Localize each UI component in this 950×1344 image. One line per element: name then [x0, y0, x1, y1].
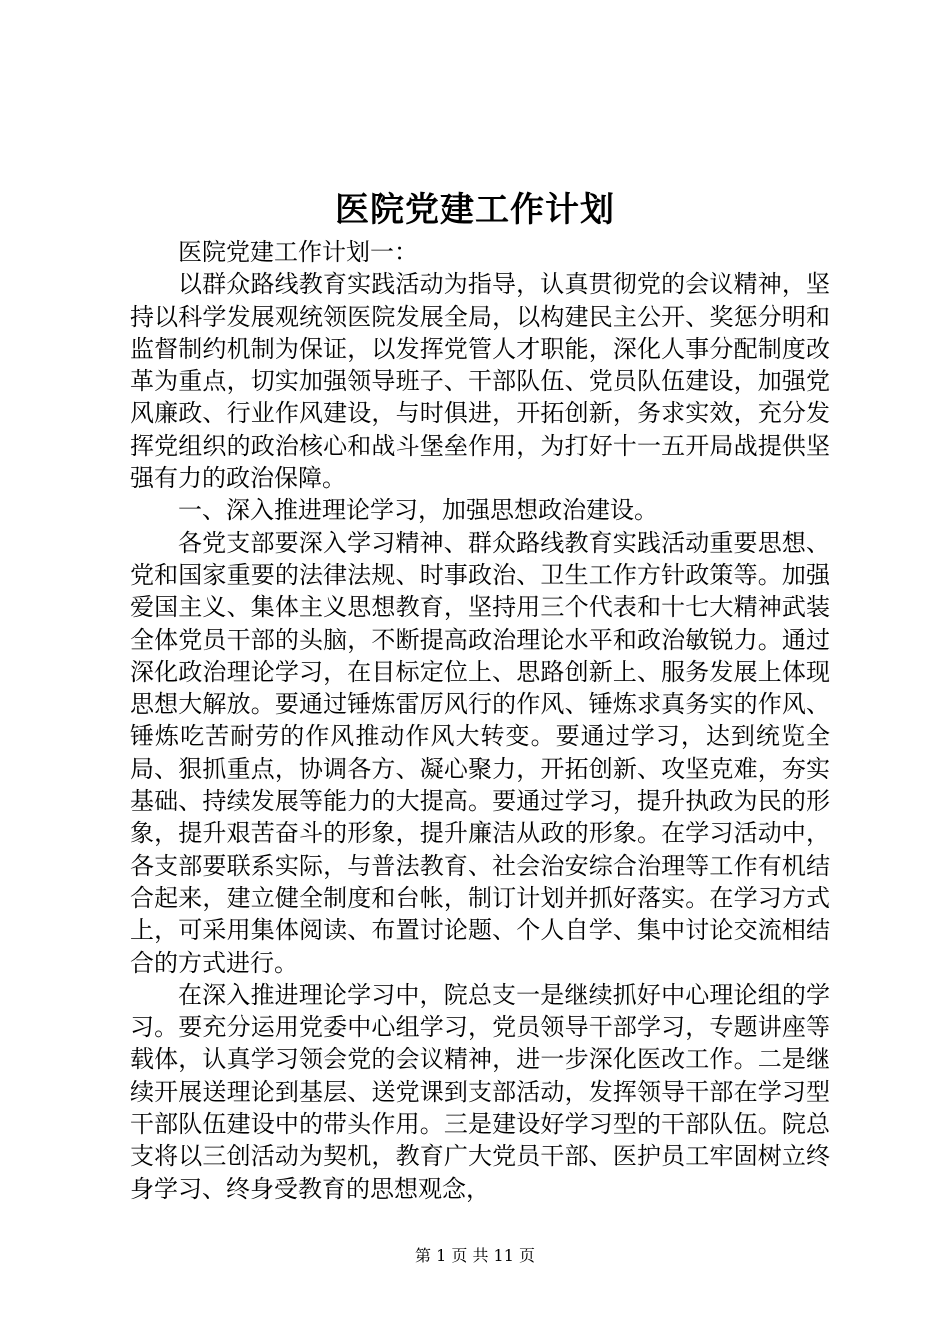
section-heading-theory-study: 一、深入推进理论学习，加强思想政治建设。 [178, 496, 658, 525]
paragraph-guiding-principle: 以群众路线教育实践活动为指导，认真贯彻党的会议精神，坚持以科学发展观统领医院发展全局，以构建民主公开、奖惩分明和监督制约机制为保证，以发挥党管人才职能，深化人事分配制度改革为重点，切实加强领导班子、干部队伍、党员队伍建设，加强党风廉政、行业作风建设，与时俱进，开拓创新，务求实效，充分发挥党组织的政治核心和战斗堡垒作用，为打好十一五开局战提供坚强有力的政治保障。 [130, 270, 830, 493]
document-title: 医院党建工作计划 [335, 190, 615, 230]
document-body [130, 236, 830, 1205]
section-heading-intro: 医院党建工作计划一： [178, 238, 418, 266]
page-footer: 第 1 页 共 11 页 [415, 1246, 535, 1265]
paragraph-branch-study: 各党支部要深入学习精神、群众路线教育实践活动重要思想、党和国家重要的法律法规、时事政治、卫生工作方针政策等。加强爱国主义、集体主义思想教育，坚持用三个代表和十七大精神武装全体党员干部的头脑，不断提高政治理论水平和政治敏锐力。通过深化政治理论学习，在目标定位上、思路创新上、服务发展上体现思想大解放。要通过锤炼雷厉风行的作风、锤炼求真务实的作风、锤炼吃苦耐劳的作风推动作风大转变。要通过学习，达到统览全局、狠抓重点，协调各方、凝心聚力，开拓创新、攻坚克难，夯实基础、持续发展等能力的大提高。要通过学习，提升执政为民的形象，提升艰苦奋斗的形象，提升廉洁从政的形象。在学习活动中，各支部要联系实际，与普法教育、社会治安综合治理等工作有机结合起来，建立健全制度和台帐，制订计划并抓好落实。在学习方式上，可采用集体阅读、布置讨论题、个人自学、集中讨论交流相结合的方式进行。 [130, 528, 830, 977]
paragraph-theory-study-details: 在深入推进理论学习中，院总支一是继续抓好中心理论组的学习。要充分运用党委中心组学习，党员领导干部学习，专题讲座等载体，认真学习领会党的会议精神，进一步深化医改工作。二是继续开展送理论到基层、送党课到支部活动，发挥领导干部在学习型干部队伍建设中的带头作用。三是建设好学习型的干部队伍。院总支将以三创活动为契机，教育广大党员干部、医护员工牢固树立终身学习、终身受教育的思想观念， [130, 980, 830, 1203]
